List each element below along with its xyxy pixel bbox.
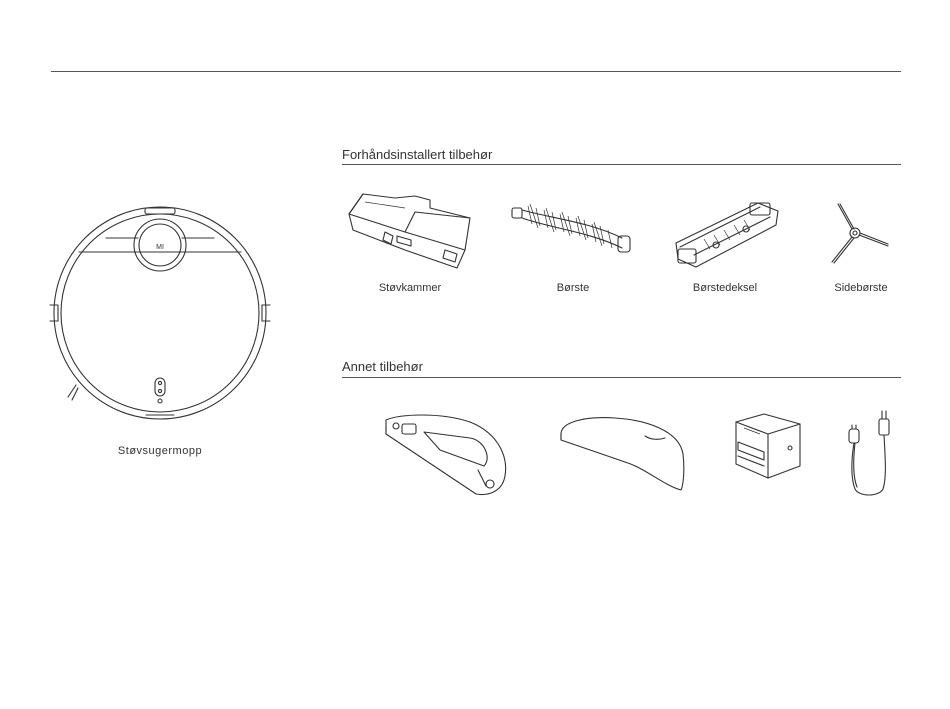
main-brush-illustration <box>510 198 635 268</box>
dust-bin-label: Støvkammer <box>378 282 442 294</box>
power-cord-icon <box>845 405 895 500</box>
main-brush-label: Børste <box>556 282 590 294</box>
mop-bracket-illustration <box>380 410 512 498</box>
brush-cover-illustration <box>670 195 785 275</box>
side-brush-illustration <box>822 200 897 270</box>
dust-bin-illustration <box>345 190 475 275</box>
side-brush-icon <box>822 200 897 270</box>
robot-label: Støvsugermopp <box>117 445 203 457</box>
robot-vacuum-icon <box>46 205 276 425</box>
dust-bin-icon <box>345 190 475 275</box>
preinstalled-divider <box>342 164 901 165</box>
power-cord-illustration <box>845 405 895 500</box>
charging-dock-icon <box>728 412 806 484</box>
preinstalled-section-title: Forhåndsinstallert tilbehør <box>342 147 493 162</box>
robot-vacuum-illustration <box>46 205 276 425</box>
other-divider <box>342 377 901 378</box>
top-divider <box>51 71 901 72</box>
mop-pad-illustration <box>555 412 687 494</box>
side-brush-label: Sidebørste <box>834 282 888 294</box>
brush-cover-icon <box>670 195 785 275</box>
robot-logo: MI <box>156 244 164 251</box>
mop-pad-icon <box>555 412 687 494</box>
main-brush-icon <box>510 198 635 268</box>
charging-dock-illustration <box>728 412 806 484</box>
other-section-title: Annet tilbehør <box>342 359 423 374</box>
brush-cover-label: Børstedeksel <box>692 282 758 294</box>
mop-bracket-icon <box>380 410 512 498</box>
